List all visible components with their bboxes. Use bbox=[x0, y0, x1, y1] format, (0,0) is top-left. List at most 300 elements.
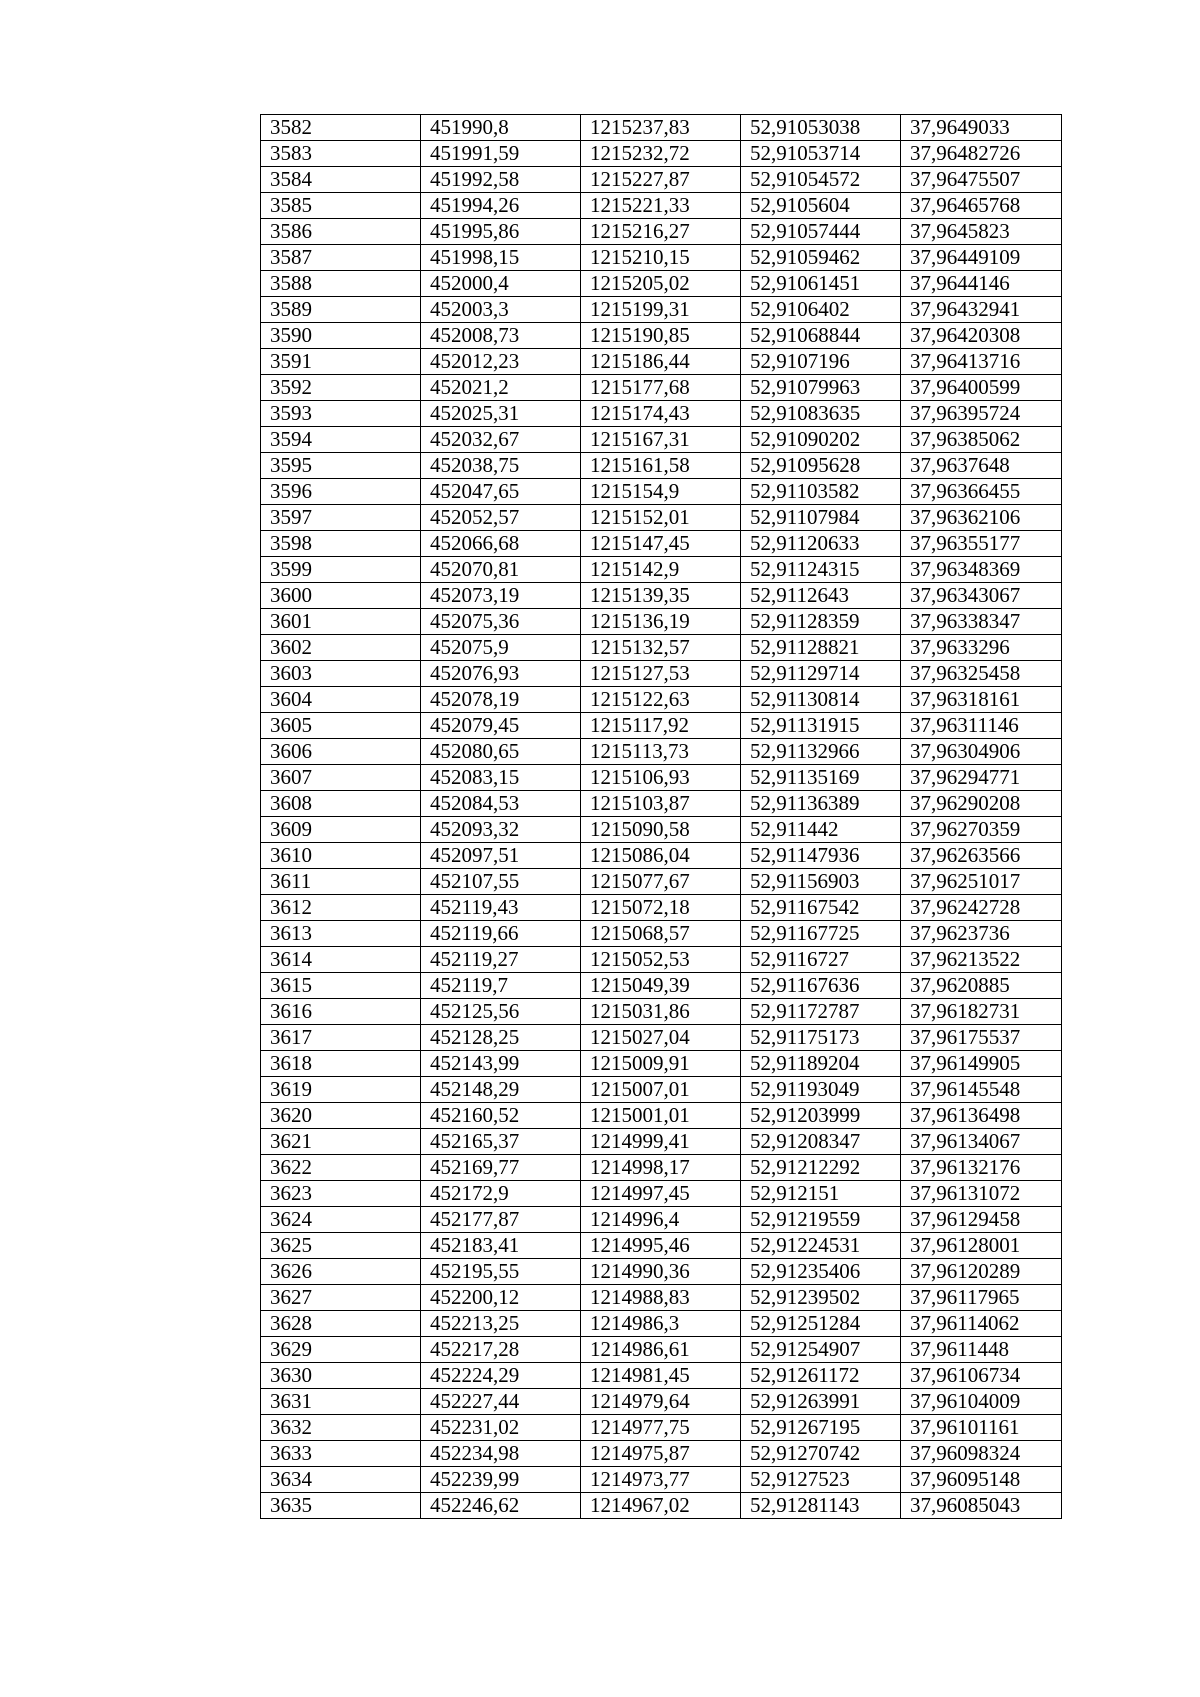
table-row bbox=[261, 1363, 1062, 1389]
x-coordinate-cell: 452234,98 bbox=[421, 1441, 581, 1467]
y-coordinate-cell: 1215147,45 bbox=[581, 531, 741, 557]
x-coordinate-cell: 452000,4 bbox=[421, 271, 581, 297]
longitude-cell: 37,96338347 bbox=[901, 609, 1062, 635]
x-coordinate-cell: 452083,15 bbox=[421, 765, 581, 791]
longitude-cell: 37,96362106 bbox=[901, 505, 1062, 531]
x-coordinate-cell: 452231,02 bbox=[421, 1415, 581, 1441]
latitude-cell: 52,91053714 bbox=[741, 141, 901, 167]
y-coordinate-cell: 1214990,36 bbox=[581, 1259, 741, 1285]
point-number-cell: 3591 bbox=[261, 349, 421, 375]
x-coordinate-cell: 451994,26 bbox=[421, 193, 581, 219]
y-coordinate-cell: 1215210,15 bbox=[581, 245, 741, 271]
table-row bbox=[261, 1077, 1062, 1103]
x-coordinate-cell: 452097,51 bbox=[421, 843, 581, 869]
table-row bbox=[261, 765, 1062, 791]
x-coordinate-cell: 452066,68 bbox=[421, 531, 581, 557]
point-number-cell: 3615 bbox=[261, 973, 421, 999]
table-row bbox=[261, 1181, 1062, 1207]
point-number-cell: 3614 bbox=[261, 947, 421, 973]
latitude-cell: 52,91054572 bbox=[741, 167, 901, 193]
table-row bbox=[261, 1155, 1062, 1181]
y-coordinate-cell: 1215122,63 bbox=[581, 687, 741, 713]
table-row bbox=[261, 1311, 1062, 1337]
coordinates-table bbox=[260, 114, 1062, 1519]
longitude-cell: 37,96325458 bbox=[901, 661, 1062, 687]
longitude-cell: 37,96242728 bbox=[901, 895, 1062, 921]
y-coordinate-cell: 1214986,3 bbox=[581, 1311, 741, 1337]
latitude-cell: 52,9105604 bbox=[741, 193, 901, 219]
longitude-cell: 37,96294771 bbox=[901, 765, 1062, 791]
y-coordinate-cell: 1214979,64 bbox=[581, 1389, 741, 1415]
latitude-cell: 52,91156903 bbox=[741, 869, 901, 895]
point-number-cell: 3594 bbox=[261, 427, 421, 453]
longitude-cell: 37,96270359 bbox=[901, 817, 1062, 843]
point-number-cell: 3608 bbox=[261, 791, 421, 817]
y-coordinate-cell: 1215052,53 bbox=[581, 947, 741, 973]
latitude-cell: 52,91203999 bbox=[741, 1103, 901, 1129]
x-coordinate-cell: 452093,32 bbox=[421, 817, 581, 843]
latitude-cell: 52,91128821 bbox=[741, 635, 901, 661]
latitude-cell: 52,91129714 bbox=[741, 661, 901, 687]
point-number-cell: 3633 bbox=[261, 1441, 421, 1467]
x-coordinate-cell: 452195,55 bbox=[421, 1259, 581, 1285]
x-coordinate-cell: 452052,57 bbox=[421, 505, 581, 531]
point-number-cell: 3597 bbox=[261, 505, 421, 531]
x-coordinate-cell: 452076,93 bbox=[421, 661, 581, 687]
table-row bbox=[261, 1441, 1062, 1467]
point-number-cell: 3620 bbox=[261, 1103, 421, 1129]
point-number-cell: 3618 bbox=[261, 1051, 421, 1077]
y-coordinate-cell: 1215127,53 bbox=[581, 661, 741, 687]
y-coordinate-cell: 1215027,04 bbox=[581, 1025, 741, 1051]
x-coordinate-cell: 452080,65 bbox=[421, 739, 581, 765]
y-coordinate-cell: 1215221,33 bbox=[581, 193, 741, 219]
x-coordinate-cell: 451995,86 bbox=[421, 219, 581, 245]
point-number-cell: 3592 bbox=[261, 375, 421, 401]
longitude-cell: 37,96145548 bbox=[901, 1077, 1062, 1103]
longitude-cell: 37,96366455 bbox=[901, 479, 1062, 505]
table-row bbox=[261, 1467, 1062, 1493]
latitude-cell: 52,91167725 bbox=[741, 921, 901, 947]
y-coordinate-cell: 1215232,72 bbox=[581, 141, 741, 167]
table-row bbox=[261, 895, 1062, 921]
point-number-cell: 3609 bbox=[261, 817, 421, 843]
table-row bbox=[261, 1493, 1062, 1519]
longitude-cell: 37,96136498 bbox=[901, 1103, 1062, 1129]
point-number-cell: 3607 bbox=[261, 765, 421, 791]
point-number-cell: 3582 bbox=[261, 115, 421, 141]
y-coordinate-cell: 1214975,87 bbox=[581, 1441, 741, 1467]
x-coordinate-cell: 452025,31 bbox=[421, 401, 581, 427]
longitude-cell: 37,9644146 bbox=[901, 271, 1062, 297]
y-coordinate-cell: 1215132,57 bbox=[581, 635, 741, 661]
table-row bbox=[261, 271, 1062, 297]
y-coordinate-cell: 1215199,31 bbox=[581, 297, 741, 323]
point-number-cell: 3599 bbox=[261, 557, 421, 583]
longitude-cell: 37,96263566 bbox=[901, 843, 1062, 869]
table-row bbox=[261, 1129, 1062, 1155]
x-coordinate-cell: 451998,15 bbox=[421, 245, 581, 271]
y-coordinate-cell: 1215227,87 bbox=[581, 167, 741, 193]
longitude-cell: 37,96129458 bbox=[901, 1207, 1062, 1233]
longitude-cell: 37,96134067 bbox=[901, 1129, 1062, 1155]
table-row bbox=[261, 453, 1062, 479]
table-row bbox=[261, 1285, 1062, 1311]
point-number-cell: 3611 bbox=[261, 869, 421, 895]
point-number-cell: 3595 bbox=[261, 453, 421, 479]
point-number-cell: 3625 bbox=[261, 1233, 421, 1259]
x-coordinate-cell: 452160,52 bbox=[421, 1103, 581, 1129]
longitude-cell: 37,96413716 bbox=[901, 349, 1062, 375]
table-row bbox=[261, 713, 1062, 739]
table-row bbox=[261, 167, 1062, 193]
x-coordinate-cell: 452227,44 bbox=[421, 1389, 581, 1415]
x-coordinate-cell: 452119,66 bbox=[421, 921, 581, 947]
point-number-cell: 3624 bbox=[261, 1207, 421, 1233]
latitude-cell: 52,91193049 bbox=[741, 1077, 901, 1103]
x-coordinate-cell: 452012,23 bbox=[421, 349, 581, 375]
longitude-cell: 37,96475507 bbox=[901, 167, 1062, 193]
latitude-cell: 52,91128359 bbox=[741, 609, 901, 635]
point-number-cell: 3621 bbox=[261, 1129, 421, 1155]
longitude-cell: 37,96482726 bbox=[901, 141, 1062, 167]
x-coordinate-cell: 452070,81 bbox=[421, 557, 581, 583]
y-coordinate-cell: 1214999,41 bbox=[581, 1129, 741, 1155]
table-row bbox=[261, 583, 1062, 609]
point-number-cell: 3613 bbox=[261, 921, 421, 947]
y-coordinate-cell: 1215142,9 bbox=[581, 557, 741, 583]
latitude-cell: 52,9127523 bbox=[741, 1467, 901, 1493]
x-coordinate-cell: 452038,75 bbox=[421, 453, 581, 479]
point-number-cell: 3590 bbox=[261, 323, 421, 349]
longitude-cell: 37,96290208 bbox=[901, 791, 1062, 817]
latitude-cell: 52,91107984 bbox=[741, 505, 901, 531]
longitude-cell: 37,96420308 bbox=[901, 323, 1062, 349]
latitude-cell: 52,91103582 bbox=[741, 479, 901, 505]
point-number-cell: 3586 bbox=[261, 219, 421, 245]
y-coordinate-cell: 1214981,45 bbox=[581, 1363, 741, 1389]
latitude-cell: 52,9107196 bbox=[741, 349, 901, 375]
point-number-cell: 3623 bbox=[261, 1181, 421, 1207]
longitude-cell: 37,96355177 bbox=[901, 531, 1062, 557]
latitude-cell: 52,91095628 bbox=[741, 453, 901, 479]
table-row bbox=[261, 817, 1062, 843]
point-number-cell: 3631 bbox=[261, 1389, 421, 1415]
point-number-cell: 3612 bbox=[261, 895, 421, 921]
point-number-cell: 3617 bbox=[261, 1025, 421, 1051]
longitude-cell: 37,9649033 bbox=[901, 115, 1062, 141]
point-number-cell: 3601 bbox=[261, 609, 421, 635]
latitude-cell: 52,91053038 bbox=[741, 115, 901, 141]
y-coordinate-cell: 1215177,68 bbox=[581, 375, 741, 401]
table-row bbox=[261, 843, 1062, 869]
latitude-cell: 52,91189204 bbox=[741, 1051, 901, 1077]
longitude-cell: 37,96085043 bbox=[901, 1493, 1062, 1519]
longitude-cell: 37,96131072 bbox=[901, 1181, 1062, 1207]
longitude-cell: 37,9645823 bbox=[901, 219, 1062, 245]
table-row bbox=[261, 687, 1062, 713]
y-coordinate-cell: 1215186,44 bbox=[581, 349, 741, 375]
longitude-cell: 37,96385062 bbox=[901, 427, 1062, 453]
table-row bbox=[261, 791, 1062, 817]
y-coordinate-cell: 1215174,43 bbox=[581, 401, 741, 427]
latitude-cell: 52,91254907 bbox=[741, 1337, 901, 1363]
latitude-cell: 52,91212292 bbox=[741, 1155, 901, 1181]
y-coordinate-cell: 1215205,02 bbox=[581, 271, 741, 297]
longitude-cell: 37,96132176 bbox=[901, 1155, 1062, 1181]
point-number-cell: 3610 bbox=[261, 843, 421, 869]
longitude-cell: 37,96400599 bbox=[901, 375, 1062, 401]
y-coordinate-cell: 1215009,91 bbox=[581, 1051, 741, 1077]
x-coordinate-cell: 452078,19 bbox=[421, 687, 581, 713]
latitude-cell: 52,91251284 bbox=[741, 1311, 901, 1337]
longitude-cell: 37,96251017 bbox=[901, 869, 1062, 895]
point-number-cell: 3627 bbox=[261, 1285, 421, 1311]
latitude-cell: 52,91057444 bbox=[741, 219, 901, 245]
x-coordinate-cell: 452213,25 bbox=[421, 1311, 581, 1337]
y-coordinate-cell: 1215103,87 bbox=[581, 791, 741, 817]
x-coordinate-cell: 452128,25 bbox=[421, 1025, 581, 1051]
y-coordinate-cell: 1215136,19 bbox=[581, 609, 741, 635]
x-coordinate-cell: 452032,67 bbox=[421, 427, 581, 453]
latitude-cell: 52,91267195 bbox=[741, 1415, 901, 1441]
longitude-cell: 37,96182731 bbox=[901, 999, 1062, 1025]
latitude-cell: 52,91132966 bbox=[741, 739, 901, 765]
x-coordinate-cell: 452119,43 bbox=[421, 895, 581, 921]
point-number-cell: 3593 bbox=[261, 401, 421, 427]
latitude-cell: 52,91147936 bbox=[741, 843, 901, 869]
point-number-cell: 3584 bbox=[261, 167, 421, 193]
table-row bbox=[261, 1337, 1062, 1363]
table-body bbox=[261, 115, 1062, 1519]
point-number-cell: 3603 bbox=[261, 661, 421, 687]
table-row bbox=[261, 297, 1062, 323]
longitude-cell: 37,96175537 bbox=[901, 1025, 1062, 1051]
point-number-cell: 3628 bbox=[261, 1311, 421, 1337]
table-row bbox=[261, 1025, 1062, 1051]
table-row bbox=[261, 1051, 1062, 1077]
y-coordinate-cell: 1215077,67 bbox=[581, 869, 741, 895]
y-coordinate-cell: 1215167,31 bbox=[581, 427, 741, 453]
x-coordinate-cell: 452073,19 bbox=[421, 583, 581, 609]
x-coordinate-cell: 452119,7 bbox=[421, 973, 581, 999]
latitude-cell: 52,91079963 bbox=[741, 375, 901, 401]
y-coordinate-cell: 1215152,01 bbox=[581, 505, 741, 531]
table-row bbox=[261, 115, 1062, 141]
x-coordinate-cell: 452183,41 bbox=[421, 1233, 581, 1259]
x-coordinate-cell: 452169,77 bbox=[421, 1155, 581, 1181]
table-row bbox=[261, 531, 1062, 557]
point-number-cell: 3600 bbox=[261, 583, 421, 609]
y-coordinate-cell: 1214988,83 bbox=[581, 1285, 741, 1311]
x-coordinate-cell: 452075,9 bbox=[421, 635, 581, 661]
latitude-cell: 52,912151 bbox=[741, 1181, 901, 1207]
y-coordinate-cell: 1214997,45 bbox=[581, 1181, 741, 1207]
latitude-cell: 52,91219559 bbox=[741, 1207, 901, 1233]
table-row bbox=[261, 609, 1062, 635]
table-row bbox=[261, 921, 1062, 947]
x-coordinate-cell: 452125,56 bbox=[421, 999, 581, 1025]
x-coordinate-cell: 452075,36 bbox=[421, 609, 581, 635]
longitude-cell: 37,96149905 bbox=[901, 1051, 1062, 1077]
longitude-cell: 37,96311146 bbox=[901, 713, 1062, 739]
longitude-cell: 37,96120289 bbox=[901, 1259, 1062, 1285]
point-number-cell: 3632 bbox=[261, 1415, 421, 1441]
x-coordinate-cell: 451992,58 bbox=[421, 167, 581, 193]
longitude-cell: 37,96114062 bbox=[901, 1311, 1062, 1337]
table-row bbox=[261, 973, 1062, 999]
table-row bbox=[261, 1233, 1062, 1259]
longitude-cell: 37,96098324 bbox=[901, 1441, 1062, 1467]
latitude-cell: 52,9116727 bbox=[741, 947, 901, 973]
point-number-cell: 3630 bbox=[261, 1363, 421, 1389]
point-number-cell: 3587 bbox=[261, 245, 421, 271]
point-number-cell: 3602 bbox=[261, 635, 421, 661]
latitude-cell: 52,91281143 bbox=[741, 1493, 901, 1519]
table-row bbox=[261, 219, 1062, 245]
point-number-cell: 3634 bbox=[261, 1467, 421, 1493]
latitude-cell: 52,91263991 bbox=[741, 1389, 901, 1415]
point-number-cell: 3588 bbox=[261, 271, 421, 297]
table-row bbox=[261, 427, 1062, 453]
x-coordinate-cell: 452148,29 bbox=[421, 1077, 581, 1103]
x-coordinate-cell: 452239,99 bbox=[421, 1467, 581, 1493]
table-row bbox=[261, 1207, 1062, 1233]
point-number-cell: 3596 bbox=[261, 479, 421, 505]
y-coordinate-cell: 1215216,27 bbox=[581, 219, 741, 245]
longitude-cell: 37,96095148 bbox=[901, 1467, 1062, 1493]
table-row bbox=[261, 557, 1062, 583]
point-number-cell: 3635 bbox=[261, 1493, 421, 1519]
y-coordinate-cell: 1215237,83 bbox=[581, 115, 741, 141]
latitude-cell: 52,91061451 bbox=[741, 271, 901, 297]
point-number-cell: 3589 bbox=[261, 297, 421, 323]
point-number-cell: 3604 bbox=[261, 687, 421, 713]
latitude-cell: 52,91124315 bbox=[741, 557, 901, 583]
y-coordinate-cell: 1215049,39 bbox=[581, 973, 741, 999]
longitude-cell: 37,9620885 bbox=[901, 973, 1062, 999]
latitude-cell: 52,91090202 bbox=[741, 427, 901, 453]
latitude-cell: 52,91239502 bbox=[741, 1285, 901, 1311]
latitude-cell: 52,91208347 bbox=[741, 1129, 901, 1155]
y-coordinate-cell: 1215117,92 bbox=[581, 713, 741, 739]
table-row bbox=[261, 375, 1062, 401]
point-number-cell: 3585 bbox=[261, 193, 421, 219]
x-coordinate-cell: 452079,45 bbox=[421, 713, 581, 739]
table-row bbox=[261, 1389, 1062, 1415]
latitude-cell: 52,91136389 bbox=[741, 791, 901, 817]
longitude-cell: 37,96432941 bbox=[901, 297, 1062, 323]
y-coordinate-cell: 1214967,02 bbox=[581, 1493, 741, 1519]
x-coordinate-cell: 452172,9 bbox=[421, 1181, 581, 1207]
y-coordinate-cell: 1215068,57 bbox=[581, 921, 741, 947]
point-number-cell: 3619 bbox=[261, 1077, 421, 1103]
y-coordinate-cell: 1215139,35 bbox=[581, 583, 741, 609]
table-row bbox=[261, 1259, 1062, 1285]
longitude-cell: 37,96348369 bbox=[901, 557, 1062, 583]
point-number-cell: 3598 bbox=[261, 531, 421, 557]
point-number-cell: 3629 bbox=[261, 1337, 421, 1363]
table-row bbox=[261, 141, 1062, 167]
x-coordinate-cell: 452008,73 bbox=[421, 323, 581, 349]
x-coordinate-cell: 452246,62 bbox=[421, 1493, 581, 1519]
x-coordinate-cell: 452200,12 bbox=[421, 1285, 581, 1311]
point-number-cell: 3616 bbox=[261, 999, 421, 1025]
y-coordinate-cell: 1215007,01 bbox=[581, 1077, 741, 1103]
point-number-cell: 3622 bbox=[261, 1155, 421, 1181]
latitude-cell: 52,91059462 bbox=[741, 245, 901, 271]
x-coordinate-cell: 452165,37 bbox=[421, 1129, 581, 1155]
latitude-cell: 52,91167542 bbox=[741, 895, 901, 921]
latitude-cell: 52,91224531 bbox=[741, 1233, 901, 1259]
y-coordinate-cell: 1214995,46 bbox=[581, 1233, 741, 1259]
longitude-cell: 37,96318161 bbox=[901, 687, 1062, 713]
longitude-cell: 37,9623736 bbox=[901, 921, 1062, 947]
latitude-cell: 52,91261172 bbox=[741, 1363, 901, 1389]
x-coordinate-cell: 452084,53 bbox=[421, 791, 581, 817]
x-coordinate-cell: 451990,8 bbox=[421, 115, 581, 141]
latitude-cell: 52,91235406 bbox=[741, 1259, 901, 1285]
table-row bbox=[261, 947, 1062, 973]
y-coordinate-cell: 1214986,61 bbox=[581, 1337, 741, 1363]
x-coordinate-cell: 452021,2 bbox=[421, 375, 581, 401]
table-row bbox=[261, 999, 1062, 1025]
longitude-cell: 37,96128001 bbox=[901, 1233, 1062, 1259]
longitude-cell: 37,96304906 bbox=[901, 739, 1062, 765]
latitude-cell: 52,91175173 bbox=[741, 1025, 901, 1051]
y-coordinate-cell: 1215086,04 bbox=[581, 843, 741, 869]
y-coordinate-cell: 1215090,58 bbox=[581, 817, 741, 843]
longitude-cell: 37,96343067 bbox=[901, 583, 1062, 609]
point-number-cell: 3606 bbox=[261, 739, 421, 765]
table-row bbox=[261, 661, 1062, 687]
latitude-cell: 52,91130814 bbox=[741, 687, 901, 713]
table-row bbox=[261, 193, 1062, 219]
x-coordinate-cell: 452143,99 bbox=[421, 1051, 581, 1077]
y-coordinate-cell: 1214998,17 bbox=[581, 1155, 741, 1181]
longitude-cell: 37,9633296 bbox=[901, 635, 1062, 661]
x-coordinate-cell: 452217,28 bbox=[421, 1337, 581, 1363]
x-coordinate-cell: 452119,27 bbox=[421, 947, 581, 973]
table-row bbox=[261, 349, 1062, 375]
longitude-cell: 37,96213522 bbox=[901, 947, 1062, 973]
table-row bbox=[261, 505, 1062, 531]
table-row bbox=[261, 869, 1062, 895]
longitude-cell: 37,96101161 bbox=[901, 1415, 1062, 1441]
latitude-cell: 52,91068844 bbox=[741, 323, 901, 349]
y-coordinate-cell: 1215001,01 bbox=[581, 1103, 741, 1129]
longitude-cell: 37,96465768 bbox=[901, 193, 1062, 219]
latitude-cell: 52,91270742 bbox=[741, 1441, 901, 1467]
y-coordinate-cell: 1215190,85 bbox=[581, 323, 741, 349]
y-coordinate-cell: 1215154,9 bbox=[581, 479, 741, 505]
table-row bbox=[261, 1415, 1062, 1441]
table-row bbox=[261, 1103, 1062, 1129]
point-number-cell: 3583 bbox=[261, 141, 421, 167]
y-coordinate-cell: 1215161,58 bbox=[581, 453, 741, 479]
latitude-cell: 52,91131915 bbox=[741, 713, 901, 739]
latitude-cell: 52,9112643 bbox=[741, 583, 901, 609]
y-coordinate-cell: 1215113,73 bbox=[581, 739, 741, 765]
y-coordinate-cell: 1215072,18 bbox=[581, 895, 741, 921]
table-row bbox=[261, 739, 1062, 765]
table-row bbox=[261, 479, 1062, 505]
latitude-cell: 52,91135169 bbox=[741, 765, 901, 791]
x-coordinate-cell: 452177,87 bbox=[421, 1207, 581, 1233]
latitude-cell: 52,91167636 bbox=[741, 973, 901, 999]
latitude-cell: 52,9106402 bbox=[741, 297, 901, 323]
table-row bbox=[261, 245, 1062, 271]
